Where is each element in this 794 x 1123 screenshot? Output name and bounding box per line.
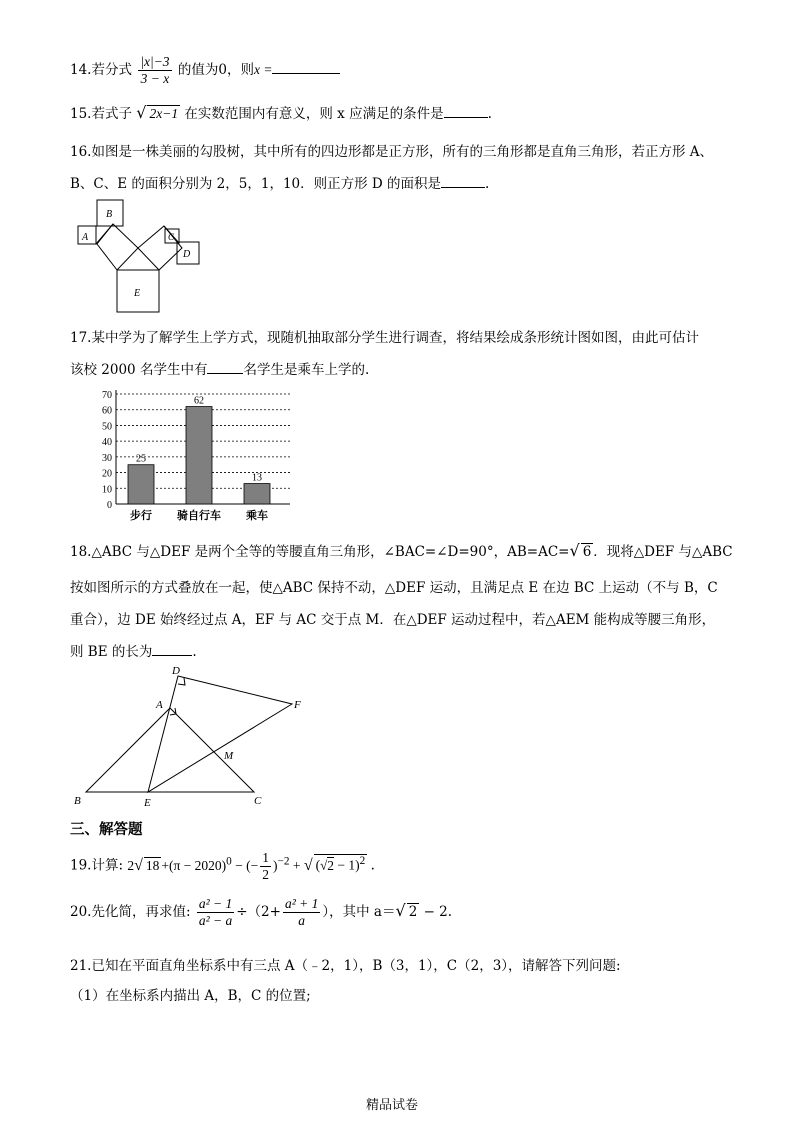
q21-line2: （1）在坐标系内描出 A，B，C 的位置; — [70, 988, 311, 1004]
q20-fraction-1 — [197, 896, 234, 929]
x-tick-label: 乘车 — [246, 510, 268, 522]
q19-end: . — [370, 857, 375, 874]
question-20 — [70, 896, 452, 929]
y-tick-label: 70 — [102, 390, 112, 401]
label-e: E — [144, 797, 151, 809]
bar-chart — [90, 386, 300, 526]
label-d: D — [172, 665, 180, 677]
q14-answer-blank — [272, 61, 340, 74]
label-b: B — [74, 795, 81, 807]
triangle-figure — [72, 662, 322, 812]
q15-end: . — [487, 106, 492, 122]
q15-number: 15. — [70, 106, 92, 122]
right-angle-mark-d — [178, 678, 185, 685]
label-m: M — [224, 750, 234, 762]
q16-line2 — [70, 172, 489, 192]
q15-radicand: 2x−1 — [149, 106, 179, 121]
question-19 — [70, 850, 375, 883]
q19-plus: + — [289, 857, 304, 873]
y-tick-label: 20 — [102, 468, 112, 480]
q19-exp2: −2 — [277, 855, 290, 868]
q17-line1: 17.某中学为了解学生上学方式，现随机抽取部分学生进行调查，将结果绘成条形统计图如图，由此可估计 — [70, 330, 699, 346]
triangle-def — [148, 676, 292, 792]
y-tick-label: 10 — [102, 484, 112, 496]
q18-answer-blank — [152, 643, 192, 656]
label-a: A — [156, 699, 163, 711]
question-14 — [70, 54, 340, 87]
square-right-mid — [138, 226, 182, 270]
q19-frac-den: 2 — [262, 867, 270, 882]
q16-answer-blank — [441, 175, 485, 188]
q20-f1-num: a² − 1 — [198, 896, 233, 911]
q21-line1: 21.已知在平面直角坐标系中有三点 A（﹣2，1），B（3，1），C（2，3），请解答下列问题: — [70, 958, 621, 974]
sqrt-symbol-icon: √ — [136, 103, 147, 122]
page-footer: 精品试卷 — [366, 1098, 419, 1113]
q20-div: ÷（2+ — [236, 904, 281, 920]
q17-answer-blank — [207, 361, 243, 374]
y-tick-label: 40 — [102, 437, 112, 449]
q20-f1-den: a² − a — [198, 913, 233, 928]
q14-number: 14. — [70, 62, 92, 78]
section-title: 三、解答题 — [70, 821, 143, 838]
q14-frac-den: 3 − x — [140, 71, 170, 86]
question-15 — [70, 102, 492, 122]
q14-fraction — [138, 54, 171, 87]
q19-coef: 2 — [127, 857, 135, 873]
q19-frac-num: 1 — [262, 850, 270, 865]
q17-line2-text-b: 名学生是乘车上学的. — [243, 362, 370, 378]
q14-var: x = — [253, 62, 273, 77]
bar-value-label: 25 — [136, 453, 146, 465]
q18-line3: 重合），边 DE 始终经过点 A，EF 与 AC 交于点 M．在△DEF 运动过程中，若△AEM 能构成等腰三角形， — [70, 612, 716, 628]
q18-line1-text-a: 18.△ABC 与△DEF 是两个全等的等腰直角三角形，∠BAC=∠D=90°，AB=AC= — [70, 544, 570, 560]
pythagoras-tree-figure — [72, 196, 212, 316]
bar — [128, 465, 154, 504]
bar — [244, 484, 270, 504]
q18-radicand: 6 — [582, 544, 592, 560]
bar-value-label: 62 — [194, 395, 204, 407]
label-c: C — [254, 795, 262, 807]
y-tick-label: 30 — [102, 452, 112, 464]
q19-radicand: 18 — [145, 857, 160, 873]
q19-term4: ) — [273, 857, 278, 873]
q19-minus-one: − 1) — [334, 857, 360, 873]
bar-value-label: 13 — [252, 472, 262, 484]
q18-line4-text: 则 BE 的长为 — [70, 644, 153, 660]
y-tick-label: 0 — [107, 500, 112, 511]
q18-line2: 按如图所示的方式叠放在一起，使△ABC 保持不动，△DEF 运动，且满足点 E 在边 BC 上运动（不与 B，C — [70, 580, 718, 596]
q16-end: . — [485, 176, 490, 192]
q19-inner-radicand: 2 — [327, 857, 335, 873]
q15-suffix: 在实数范围内有意义，则 x 应满足的条件是 — [184, 106, 444, 122]
q19-term2: +(π − 2020) — [161, 857, 227, 873]
q20-radicand: 2 — [408, 904, 418, 920]
square-left-mid — [97, 224, 138, 270]
sqrt-symbol-icon: √ — [320, 857, 328, 873]
q20-f2-den: a — [298, 913, 306, 928]
q19-number: 19.计算: — [70, 857, 124, 874]
q14-prefix: 若分式 — [91, 62, 132, 78]
label-d: D — [183, 249, 191, 260]
sqrt-symbol-icon: √ — [395, 901, 406, 920]
q15-prefix: 若式子 — [91, 106, 132, 122]
q20-f2-num: a² + 1 — [284, 896, 319, 911]
q19-exp-sq: 2 — [359, 855, 366, 868]
q14-mid: 的值为0，则 — [177, 62, 254, 78]
q16-line1: 16.如图是一株美丽的勾股树，其中所有的四边形都是正方形，所有的三角形都是直角三角形，若正方形 A、 — [70, 144, 714, 160]
q18-line4 — [70, 640, 197, 660]
x-tick-label: 骑自行车 — [177, 510, 221, 522]
label-f: F — [294, 699, 301, 711]
q19-exp0: 0 — [226, 855, 232, 868]
q17-line2-text-a: 该校 2000 名学生中有 — [70, 362, 208, 378]
q19-term3: − (− — [231, 857, 259, 873]
sqrt-symbol-icon: √ — [303, 856, 313, 874]
q15-answer-blank — [444, 105, 488, 118]
label-c: C — [168, 232, 175, 242]
y-tick-label: 50 — [102, 421, 112, 433]
label-e: E — [134, 288, 141, 299]
sqrt-symbol-icon: √ — [134, 856, 143, 874]
sqrt-symbol-icon: √ — [569, 541, 580, 560]
x-tick-label: 步行 — [130, 510, 152, 522]
q19-paren: ( — [315, 857, 321, 873]
q20-end: − 2. — [419, 904, 453, 920]
q14-frac-num: |x|−3 — [140, 54, 170, 69]
q16-line2-text: B、C、E 的面积分别为 2，5，1，10．则正方形 D 的面积是 — [70, 176, 442, 192]
q18-line1 — [70, 540, 733, 560]
label-b: B — [106, 209, 113, 220]
label-a: A — [82, 232, 89, 243]
q18-line1-text-b: ．现将△DEF 与△ABC — [593, 544, 733, 560]
q20-fraction-2 — [283, 896, 320, 929]
q20-number: 20.先化简，再求值: — [70, 904, 191, 920]
bar — [186, 407, 212, 504]
q20-mid: ），其中 a＝ — [322, 904, 396, 920]
y-tick-label: 60 — [102, 405, 112, 417]
q18-end: . — [192, 644, 197, 660]
q17-line2 — [70, 358, 369, 378]
